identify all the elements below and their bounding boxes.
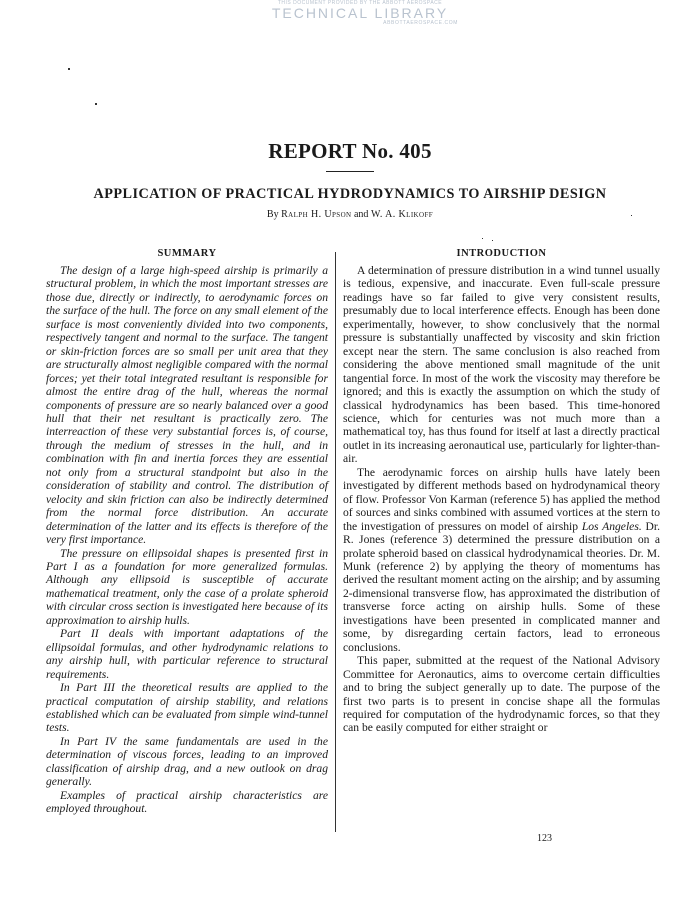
summary-heading: SUMMARY — [157, 248, 217, 259]
introduction-paragraph — [343, 466, 660, 654]
summary-paragraph: In Part IV the same fundamentals are used in the determination of viscous forces, leading to an improved classification of airship drag, and a new outlook on drag generally. — [46, 734, 328, 789]
scan-speck — [482, 238, 483, 239]
watermark-library: TECHNICAL LIBRARY — [271, 5, 449, 21]
introduction-heading: INTRODUCTION — [456, 248, 547, 259]
authors-line — [0, 209, 700, 220]
introduction-text: The aerodynamic forces on airship hulls have lately been investigated by different methods based on hydrodynamical theory of flow. Professor Von Karman (reference 5) has applied the method of sources and sinks combined with assumed vortices at the stern to the investigation of pressures on model of airship — [343, 465, 660, 533]
summary-paragraph: In Part III the theoretical results are applied to the practical computation of airship stability, and relations established which can be evaluated from simple wind-tunnel tests. — [46, 681, 328, 735]
scan-speck — [492, 240, 493, 241]
watermark-provided-by: THIS DOCUMENT PROVIDED BY THE ABBOTT AEROSPACE — [277, 0, 443, 6]
summary-paragraph: The design of a large high-speed airship is primarily a structural problem, in which the most important stresses are those due, directly or indirectly, to aerodynamic forces on the surface of the hull. The force on any small element of the surface is most conveniently divided into two components, respectively tangent and normal to the surface. The tangent or skin-friction forces are so small per unit area that they are structurally almost negligible compared with the normal forces; yet their total integrated resultant is responsible for almost the entire drag of the hull, whereas the normal components of pressure are so nearly balanced over a good hull that their net resultant is practically zero. The interreaction of these very substantial forces is, of course, through the medium of stresses in the hull, and in combination with fin and inertia forces they are essential not only from a structural standpoint but also in the consideration of stability and control. The distribution of velocity and skin friction can also be indirectly determined from the normal force distribution. An accurate determination of the latter and its effects is therefore of the very first importance. — [46, 264, 328, 547]
airship-name: Los Angeles. — [581, 519, 642, 533]
author-1: Ralph H. Upson — [281, 209, 352, 220]
title-rule — [326, 171, 374, 172]
author-2: W. A. Klikoff — [370, 209, 434, 220]
page-number: 123 — [537, 833, 552, 844]
introduction-paragraph: This paper, submitted at the request of the National Advisory Committee for Aeronautics, aims to overcome certain difficulties and to bring the subject generally up to date. The purpose of the first two parts is to present in concise shape all the formulas required for computation of the hydrodynamic forces, so that they can be easily computed for either straight or — [343, 654, 660, 735]
column-divider — [335, 252, 336, 832]
introduction-text: Dr. R. Jones (reference 3) determined the pressure distribution on a prolate spheroid based on classical hydrodynamical theories. Dr. M. Munk (reference 2) by applying the theory of momentums has derived the resultant moment acting on the airship; and by assuming 2-dimensional transverse flow, has approximated the distribution of transverse force acting on airship hulls. Some of these investigations have been presented in complicated manner and some, by disregarding certain factors, lead to erroneous conclusions. — [343, 519, 661, 654]
summary-paragraph: Examples of practical airship characteristics are employed throughout. — [46, 788, 328, 816]
scan-speck — [95, 103, 97, 105]
watermark-url: ABBOTTAEROSPACE.COM — [383, 20, 458, 26]
scan-speck — [68, 68, 70, 70]
summary-column — [46, 248, 328, 816]
watermark — [250, 0, 470, 26]
summary-paragraph: Part II deals with important adaptations of the ellipsoidal formulas, and other hydrodynamic relations to any airship hull, with particular reference to structural requirements. — [46, 627, 328, 681]
summary-paragraph: The pressure on ellipsoidal shapes is presented first in Part I as a foundation for more generalized formulas. Although any ellipsoid is susceptible of accurate mathematical treatment, only the case of a prolate spheroid with circular cross section is investigated here because of its approximation to airship hulls. — [46, 546, 328, 627]
by-label: By — [266, 209, 279, 220]
introduction-column — [343, 248, 660, 735]
and-label: and — [353, 209, 369, 220]
report-number: REPORT No. 405 — [268, 139, 432, 163]
paper-title: APPLICATION OF PRACTICAL HYDRODYNAMICS TO AIRSHIP DESIGN — [93, 186, 607, 202]
introduction-paragraph: A determination of pressure distribution in a wind tunnel usually is tedious, expensive, and inaccurate. Even full-scale pressure readings have so far failed to give very consistent results, presumably due to local interference effects. Enough has been done experimentally, however, to show conclusively that the normal pressure is substantially unaffected by viscosity and skin friction except near the stern. The same conclusion is also reached from considering the above mentioned small magnitude of the unit tangential force. In most of the work the viscosity may therefore be ignored; and this is exactly the assumption on which the study of classical hydrodynamics has been based. This time-honored science, which for centuries was not much more than a mathematical toy, has thus found for itself at last a directly practical outlet in its increasing aeronautical use, particularly for lighter-than-air. — [343, 264, 660, 466]
